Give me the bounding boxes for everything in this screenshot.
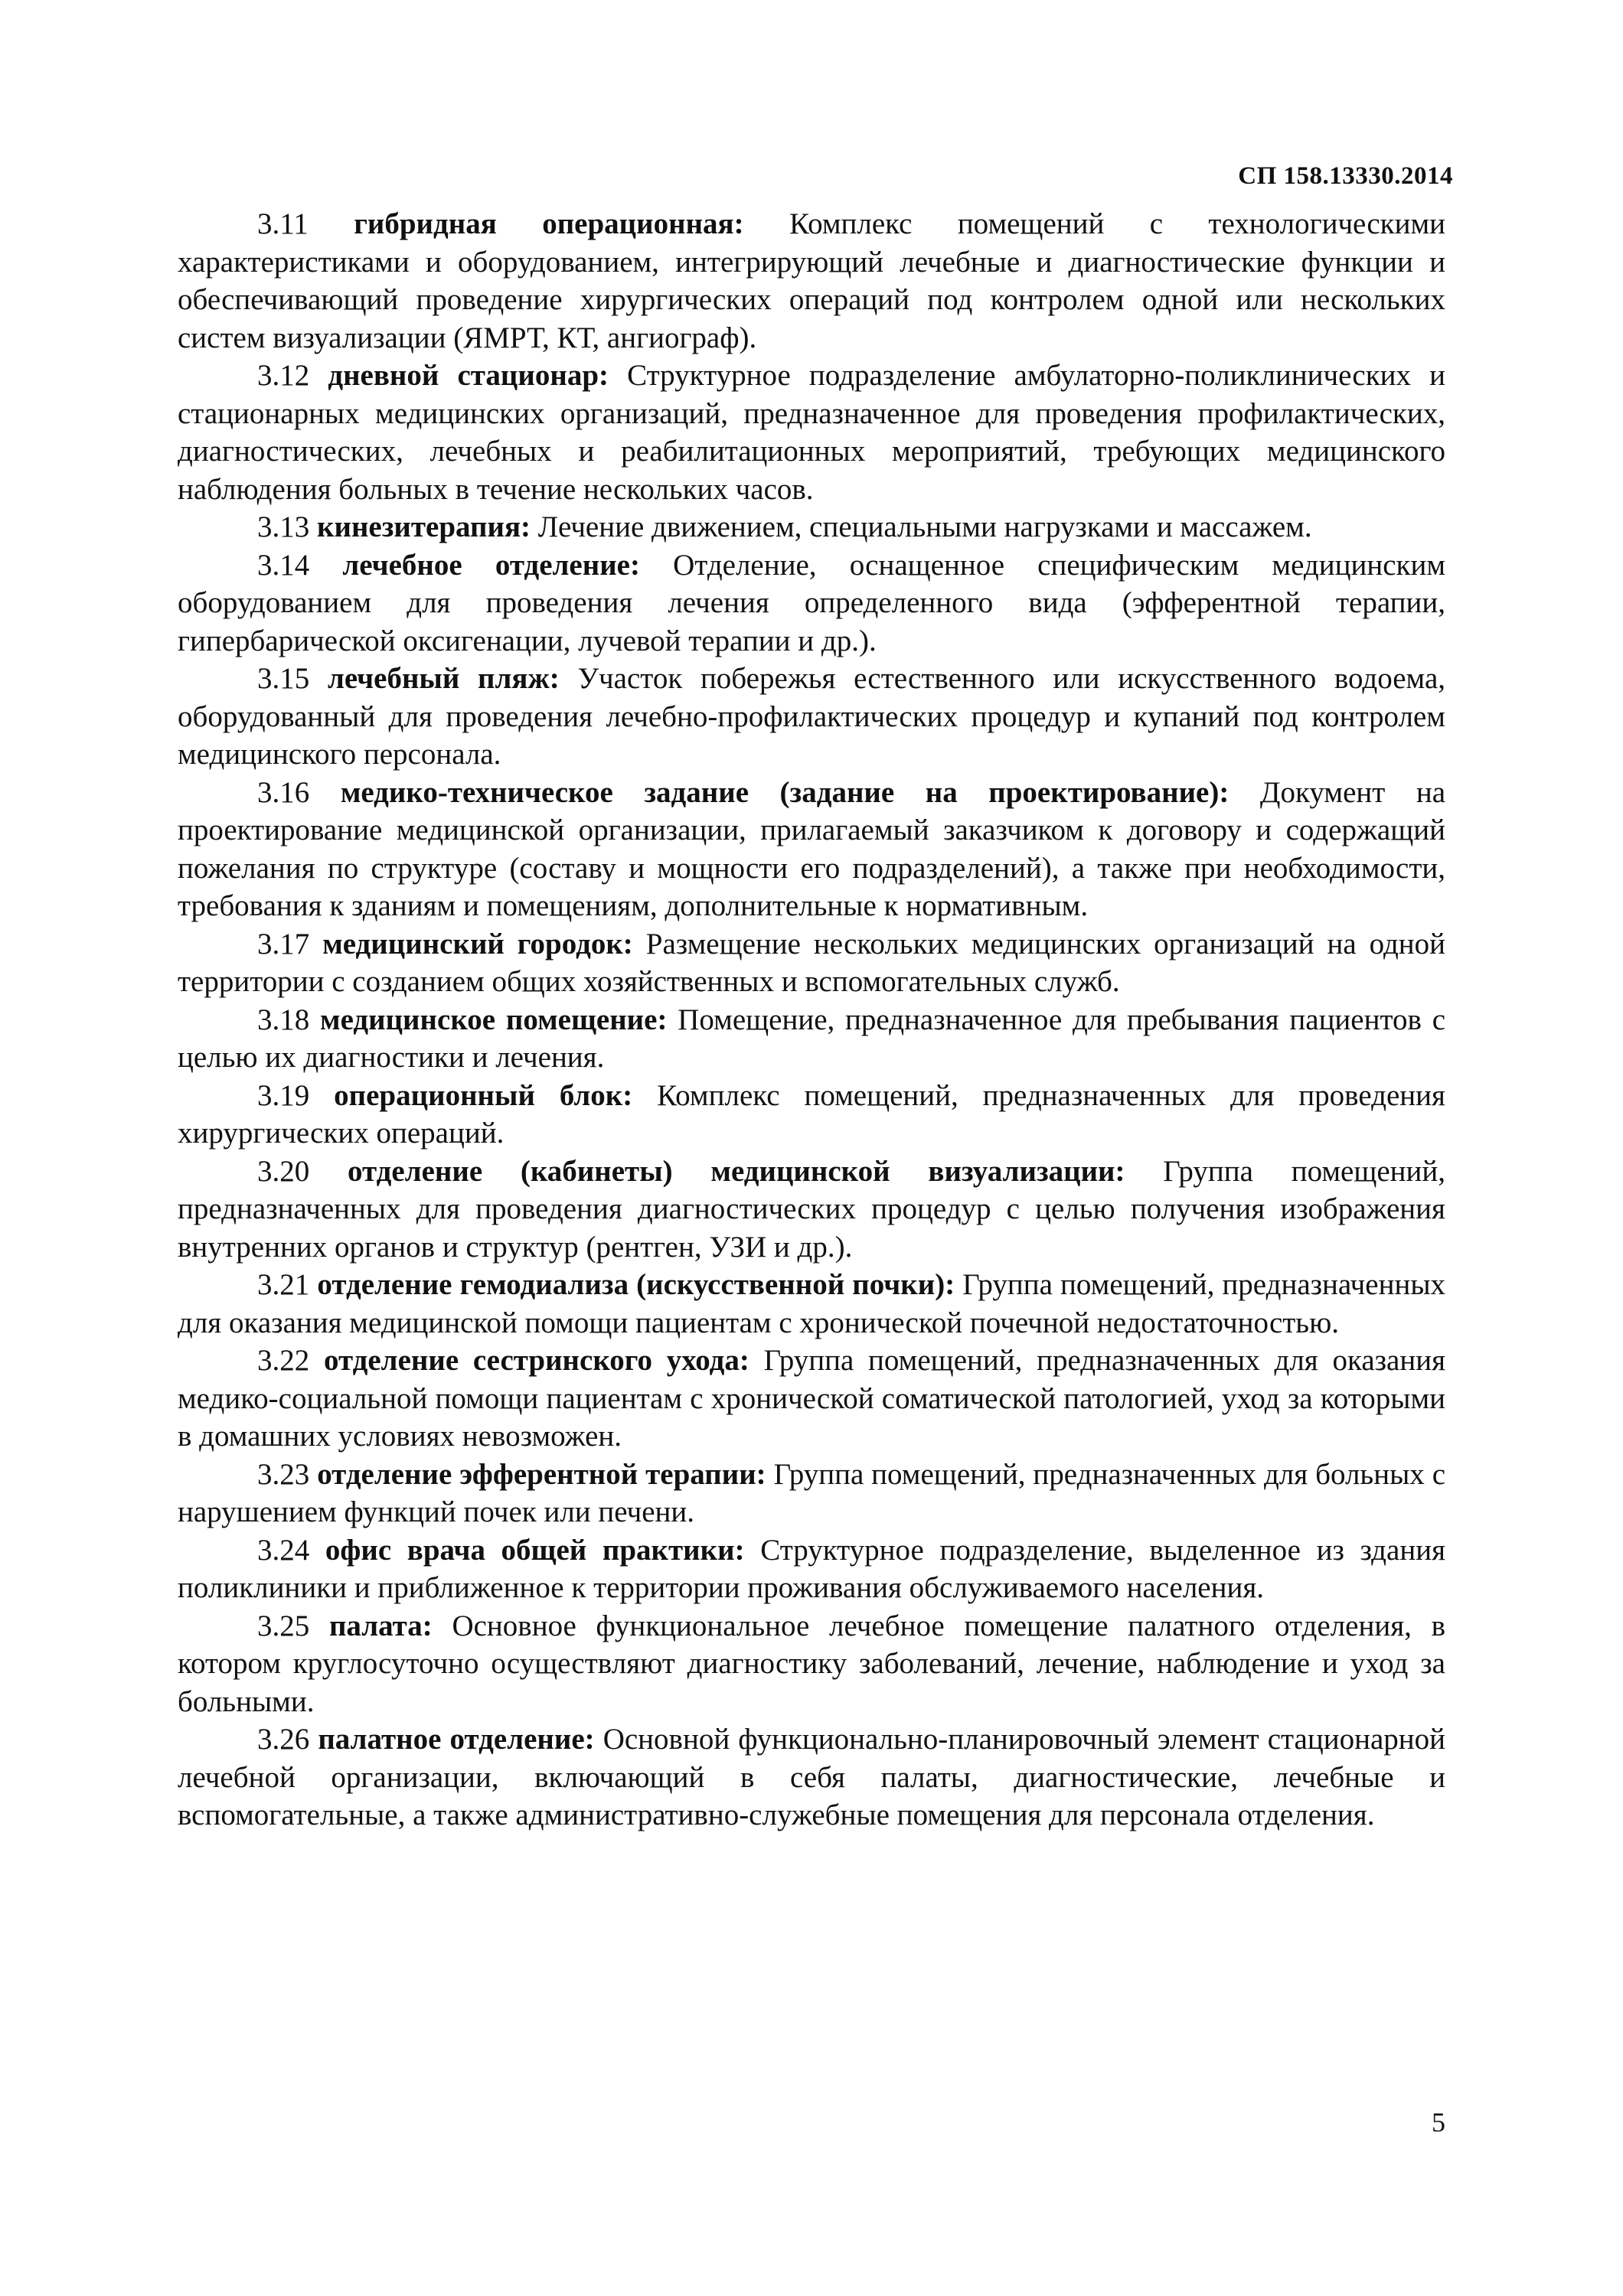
- definition-entry: [178, 1001, 1445, 1077]
- document-code: СП 158.13330.2014: [1238, 162, 1453, 190]
- entry-term: палатное отделение:: [318, 1723, 595, 1756]
- page-number: 5: [1432, 2107, 1445, 2138]
- entry-term: дневной стационар:: [328, 359, 609, 392]
- entry-definition: Основное функциональное лечебное помещение палатного отделения, в котором круглосуточно осуществляют диагностику заболеваний, лечение, наблюдение и уход за больными.: [178, 1609, 1445, 1718]
- entry-number: 3.14: [257, 548, 310, 582]
- entry-number: 3.19: [257, 1078, 310, 1112]
- entry-number: 3.25: [257, 1609, 310, 1642]
- definition-entry: [178, 1607, 1445, 1721]
- definition-entry: [178, 1077, 1445, 1153]
- entry-term: отделение гемодиализа (искусственной почки):: [317, 1268, 955, 1301]
- entry-definition: Комплекс помещений с технологическими характеристиками и оборудованием, интегрирующий лечебные и диагностические функции и обеспечивающий проведение хирургических операций под контролем одной или нескольких систем визуализации (ЯМРТ, КТ, ангиограф).: [178, 207, 1446, 354]
- entry-term: отделение сестринского ухода:: [324, 1344, 749, 1377]
- definition-entry: [178, 1153, 1445, 1267]
- entry-definition: Группа помещений, предназначенных для оказания медицинской помощи пациентам с хронической почечной недостаточностью.: [178, 1268, 1446, 1339]
- definition-entry: [178, 1342, 1445, 1456]
- entry-definition: Группа помещений, предназначенных для оказания медико-социальной помощи пациентам с хронической соматической патологией, уход за которыми в домашних условиях невозможен.: [178, 1344, 1446, 1453]
- entry-number: 3.17: [257, 927, 310, 960]
- definition-entry: [178, 774, 1445, 925]
- entry-number: 3.12: [257, 359, 310, 392]
- entry-definition: Комплекс помещений, предназначенных для проведения хирургических операций.: [178, 1078, 1445, 1150]
- entry-definition: Помещение, предназначенное для пребывания пациентов с целью их диагностики и лечения.: [178, 1003, 1446, 1074]
- definition-entry: [178, 1720, 1445, 1835]
- entry-term: отделение эфферентной терапии:: [317, 1457, 766, 1491]
- entry-number: 3.16: [257, 775, 310, 809]
- definition-entry: [178, 660, 1445, 774]
- entry-term: палата:: [328, 1609, 433, 1642]
- entry-number: 3.22: [257, 1344, 310, 1377]
- definitions-list: [178, 205, 1445, 1835]
- entry-number: 3.20: [257, 1154, 310, 1188]
- entry-term: офис врача общей практики:: [325, 1533, 745, 1567]
- definition-entry: [178, 1266, 1445, 1342]
- entry-number: 3.15: [257, 662, 310, 695]
- entry-definition: Размещение нескольких медицинских организаций на одной территории с созданием общих хозяйственных и вспомогательных служб.: [178, 927, 1446, 998]
- definition-entry: [178, 205, 1445, 357]
- definition-entry: [178, 546, 1445, 660]
- entry-definition: Группа помещений, предназначенных для больных с нарушением функций почек или печени.: [178, 1457, 1446, 1528]
- entry-term: медицинский городок:: [322, 927, 633, 960]
- entry-term: гибридная операционная:: [354, 207, 744, 240]
- entry-number: 3.11: [257, 207, 309, 240]
- entry-term: отделение (кабинеты) медицинской визуализации:: [348, 1154, 1125, 1188]
- entry-definition: Группа помещений, предназначенных для проведения диагностических процедур с целью получения изображения внутренних органов и структур (рентген, УЗИ и др.).: [178, 1154, 1446, 1264]
- entry-number: 3.26: [257, 1723, 310, 1756]
- entry-term: кинезитерапия:: [317, 510, 531, 543]
- entry-definition: Документ на проектирование медицинской организации, прилагаемый заказчиком к договору и содержащий пожелания по структуре (составу и мощности его подразделений), а также при необходимости, требования к зданиям и помещениям, дополнительные к нормативным.: [178, 775, 1446, 922]
- definition-entry: [178, 1531, 1445, 1607]
- entry-definition: Отделение, оснащенное специфическим медицинским оборудованием для проведения лечения определенного вида (эфферентной терапии, гипербарической оксигенации, лучевой терапии и др.).: [178, 548, 1446, 657]
- entry-definition: Участок побережья естественного или искусственного водоема, оборудованный для проведения лечебно-профилактических процедур и купаний под контролем медицинского персонала.: [178, 662, 1446, 771]
- entry-term: операционный блок:: [334, 1078, 633, 1112]
- entry-term: лечебное отделение:: [342, 548, 640, 582]
- entry-term: медико-техническое задание (задание на проектирование):: [340, 775, 1229, 809]
- entry-number: 3.21: [257, 1268, 310, 1301]
- entry-number: 3.24: [257, 1533, 310, 1567]
- entry-number: 3.13: [257, 510, 310, 543]
- entry-definition: Структурное подразделение, выделенное из здания поликлиники и приближенное к территории проживания обслуживаемого населения.: [178, 1533, 1446, 1604]
- definition-entry: [178, 508, 1445, 546]
- entry-term: лечебный пляж:: [327, 662, 560, 695]
- entry-number: 3.23: [257, 1457, 310, 1491]
- definition-entry: [178, 925, 1445, 1001]
- definition-entry: [178, 357, 1445, 508]
- entry-term: медицинское помещение:: [320, 1003, 668, 1036]
- definition-entry: [178, 1456, 1445, 1531]
- entry-definition: Лечение движением, специальными нагрузками и массажем.: [537, 510, 1312, 543]
- entry-definition: Основной функционально-планировочный элемент стационарной лечебной организации, включающий в себя палаты, диагностические, лечебные и вспомогательные, а также административно-служебные помещения для персонала отделения.: [178, 1723, 1446, 1831]
- entry-number: 3.18: [257, 1003, 310, 1036]
- entry-definition: Структурное подразделение амбулаторно-поликлинических и стационарных медицинских организаций, предназначенное для проведения профилактических, диагностических, лечебных и реабилитационных мероприятий, требующих медицинского наблюдения больных в течение нескольких часов.: [178, 359, 1446, 506]
